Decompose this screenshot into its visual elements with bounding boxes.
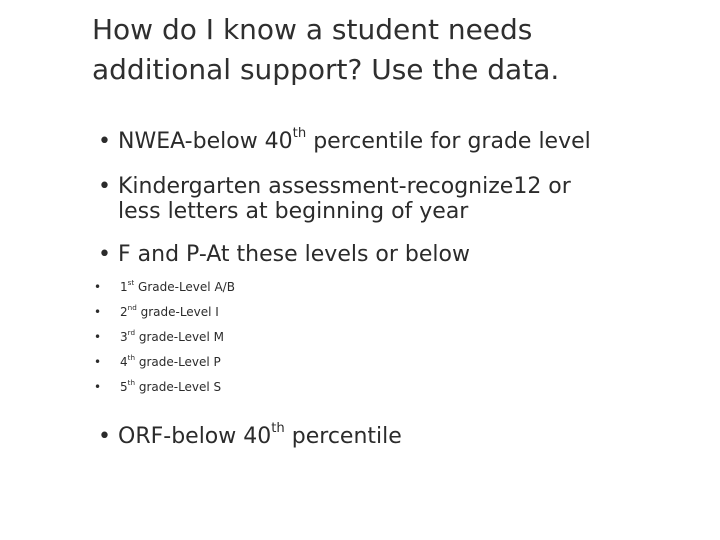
bullet-text <box>120 379 221 395</box>
bullet-marker: • <box>94 280 102 294</box>
bullet-text-part: ORF-below 40 <box>118 424 272 449</box>
bullet-text-part: percentile for grade level <box>306 129 591 154</box>
bullet-marker: • <box>94 380 102 394</box>
ordinal-suffix: th <box>127 352 136 362</box>
bullet-text <box>118 126 591 154</box>
bullet-marker: • <box>94 355 102 369</box>
bullet-text-part: Grade-Level A/B <box>134 280 235 294</box>
bullet-text-part: percentile <box>284 424 402 449</box>
title-line-1: How do I know a student needs <box>92 13 533 46</box>
ordinal-suffix: st <box>127 277 135 287</box>
bullet-text <box>120 329 224 345</box>
bullet-marker: • <box>94 305 102 319</box>
grade-number: 3 <box>120 330 128 344</box>
bullet-marker: • <box>98 242 111 267</box>
bullet-text-part: grade-Level I <box>136 305 219 319</box>
bullet-text <box>118 421 402 449</box>
bullet-text-part: grade-Level P <box>135 355 221 369</box>
grade-number: 2 <box>120 305 128 319</box>
bullet-text: F and P-At these levels or below <box>118 242 470 267</box>
bullet-text <box>120 279 235 295</box>
bullet-text-part: grade-Level M <box>135 330 224 344</box>
bullet-text-line-2: less letters at beginning of year <box>118 199 469 224</box>
slide-title <box>92 10 652 90</box>
bullet-text <box>120 304 219 320</box>
ordinal-suffix: th <box>271 421 285 437</box>
bullet-text-part: NWEA-below 40 <box>118 129 293 154</box>
ordinal-suffix: nd <box>127 302 137 312</box>
bullet-text <box>118 174 571 224</box>
bullet-marker: • <box>98 174 111 199</box>
bullet-text-part: grade-Level S <box>135 380 222 394</box>
ordinal-suffix: rd <box>127 327 136 337</box>
title-line-2: additional support? Use the data. <box>92 53 560 86</box>
bullet-marker: • <box>98 129 111 154</box>
grade-number: 4 <box>120 355 128 369</box>
ordinal-suffix: th <box>127 377 136 387</box>
bullet-marker: • <box>94 330 102 344</box>
bullet-marker: • <box>98 424 111 449</box>
bullet-text-line-1: Kindergarten assessment-recognize12 or <box>118 174 571 199</box>
ordinal-suffix: th <box>292 126 307 142</box>
grade-number: 1 <box>120 280 128 294</box>
bullet-text <box>120 354 221 370</box>
grade-number: 5 <box>120 380 128 394</box>
